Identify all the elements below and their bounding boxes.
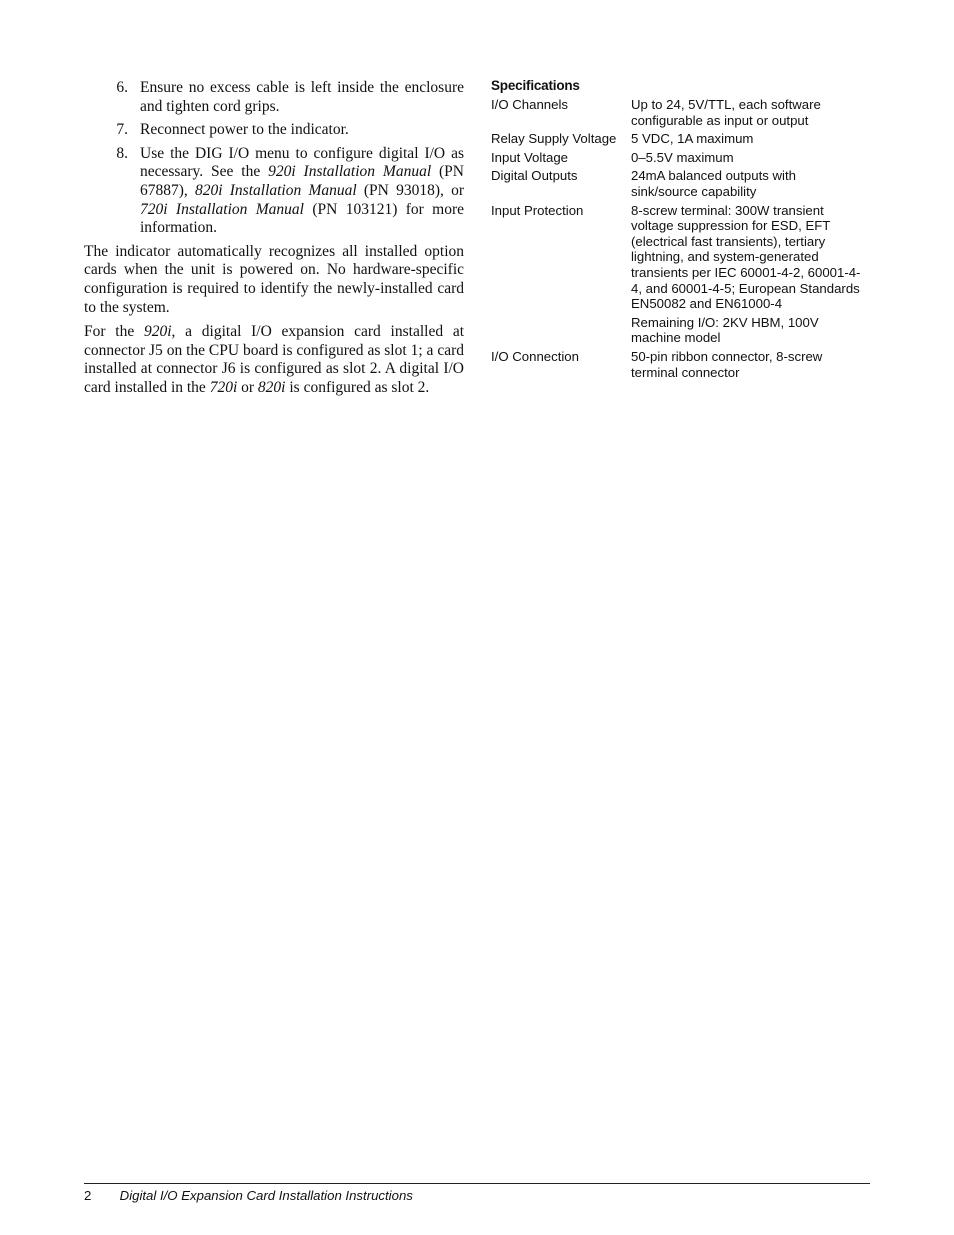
spec-value-line: 50-pin ribbon connector, 8-screw terminal connector bbox=[631, 348, 823, 380]
manual-title-italic: 920i Installation Manual bbox=[268, 163, 432, 181]
spec-row bbox=[491, 131, 866, 150]
text-run: Use the DIG I/O menu to configure digital I/O as necessary. See the bbox=[140, 144, 464, 181]
spec-label: I/O Connection bbox=[491, 348, 579, 364]
spec-label: Relay Supply Voltage bbox=[491, 131, 617, 147]
spec-value-line: 24mA balanced outputs with sink/source capability bbox=[631, 168, 796, 199]
specifications-table bbox=[491, 97, 866, 383]
text-run: (PN 93018), or bbox=[356, 181, 464, 199]
manual-title-italic: 820i Installation Manual bbox=[195, 181, 357, 199]
step-text bbox=[140, 121, 464, 140]
body-paragraph bbox=[84, 323, 464, 397]
spec-row bbox=[491, 349, 866, 383]
procedure-step bbox=[84, 121, 464, 140]
document-title: Digital I/O Expansion Card Installation Instructions bbox=[119, 1188, 413, 1203]
body-paragraph bbox=[84, 243, 464, 317]
spec-label: Input Voltage bbox=[491, 149, 568, 165]
footer-divider bbox=[84, 1183, 870, 1184]
spec-row bbox=[491, 97, 866, 131]
spec-label: I/O Channels bbox=[491, 97, 568, 112]
spec-value bbox=[631, 203, 866, 349]
step-number: 6. bbox=[116, 79, 128, 96]
spec-label: Digital Outputs bbox=[491, 168, 578, 184]
text-run: (PN 67887), bbox=[140, 163, 464, 199]
text-run: is configured as slot 2. bbox=[285, 378, 430, 396]
step-text bbox=[140, 79, 464, 116]
spec-value bbox=[631, 131, 866, 150]
specifications-heading: Specifications bbox=[491, 78, 580, 93]
spec-value-line: Up to 24, 5V/TTL, each software configurable as input or output bbox=[631, 97, 821, 128]
manual-title-italic: 920i bbox=[143, 323, 172, 341]
procedure-step bbox=[84, 79, 464, 116]
spec-row bbox=[491, 168, 866, 202]
text-run: or bbox=[237, 378, 258, 396]
text-run: Ensure no excess cable is left inside the enclosure and tighten cord grips. bbox=[140, 79, 464, 115]
spec-label: Input Protection bbox=[491, 202, 584, 218]
text-run: (PN 103121) for more information. bbox=[140, 200, 465, 237]
left-column bbox=[84, 79, 464, 404]
body-paragraphs bbox=[84, 243, 464, 398]
spec-value-line: 8-screw terminal: 300W transient voltage suppression for ESD, EFT (electrical fast transients), tertiary lightning, and system-generated transients per IEC 60001-4-2, 60001-4-4, and 60001-4-5; European Standards EN50082 and EN61000-4 bbox=[631, 202, 861, 312]
spec-row bbox=[491, 150, 866, 169]
procedure-step bbox=[84, 145, 464, 238]
step-number: 7. bbox=[116, 121, 128, 139]
spec-value bbox=[631, 97, 866, 131]
manual-title-italic: 820i bbox=[257, 378, 286, 396]
step-text bbox=[140, 145, 464, 238]
text-run: The indicator automatically recognizes all installed option cards when the unit is powered on. No hardware-specific configuration is required to identify the newly-installed card to the system. bbox=[84, 242, 464, 316]
manual-title-italic: 720i Installation Manual bbox=[140, 200, 304, 218]
procedure-steps bbox=[84, 79, 464, 238]
spec-value bbox=[631, 150, 866, 169]
step-number: 8. bbox=[116, 144, 128, 162]
page-footer bbox=[84, 1188, 413, 1203]
text-run: For the bbox=[84, 323, 144, 341]
spec-value-line: Remaining I/O: 2KV HBM, 100V machine model bbox=[631, 314, 819, 346]
spec-value bbox=[631, 168, 866, 202]
spec-value bbox=[631, 349, 866, 383]
text-run: Reconnect power to the indicator. bbox=[140, 121, 349, 139]
specifications-section bbox=[491, 78, 871, 383]
spec-value-line: 5 VDC, 1A maximum bbox=[631, 131, 754, 147]
manual-title-italic: 720i bbox=[209, 378, 238, 396]
spec-row bbox=[491, 203, 866, 349]
page-number: 2 bbox=[84, 1188, 92, 1203]
text-run: , a digital I/O expansion card installed at connector J5 on the CPU board is configured as slot 1; a card installed at connector J6 is configured as slot 2. A digital I/O card installed in the bbox=[84, 323, 464, 396]
spec-value-line: 0–5.5V maximum bbox=[631, 149, 734, 165]
